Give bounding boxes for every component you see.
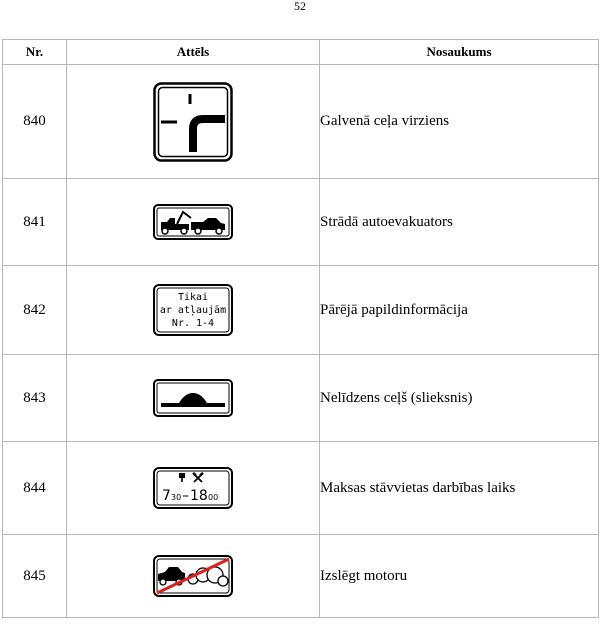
engine-off-icon <box>153 555 233 597</box>
sign-name: Nelīdzens ceļš (slieksnis) <box>320 355 599 442</box>
table-row <box>3 65 599 179</box>
header-nr: Nr. <box>3 40 67 65</box>
page-number: 52 <box>294 0 306 13</box>
sign-image-cell <box>67 442 320 535</box>
text-plate-sign-icon <box>153 284 233 336</box>
header-image: Attēls <box>67 40 320 65</box>
header-name: Nosaukums <box>320 40 599 65</box>
sign-number: 845 <box>3 535 67 618</box>
sign-name: Galvenā ceļa virziens <box>320 65 599 179</box>
sign-image-cell <box>67 266 320 355</box>
time-from-minutes: 30 <box>171 493 182 502</box>
sign-image-cell <box>67 179 320 266</box>
sign-number: 842 <box>3 266 67 355</box>
speed-bump-icon <box>153 379 233 417</box>
time-to-minutes: 00 <box>208 493 219 502</box>
tow-truck-icon <box>153 204 233 240</box>
table-row <box>3 535 599 618</box>
sign-name: Maksas stāvvietas darbības laiks <box>320 442 599 535</box>
sign-number: 843 <box>3 355 67 442</box>
time-from-hour: 7 <box>162 488 171 504</box>
traffic-signs-table <box>2 39 599 618</box>
table-row <box>3 179 599 266</box>
time-to-hour: 18 <box>190 488 208 504</box>
sign-number: 841 <box>3 179 67 266</box>
sign-name: Strādā autoevakuators <box>320 179 599 266</box>
time-dash: – <box>182 488 189 504</box>
sign-text-line: Nr. 1-4 <box>171 318 215 329</box>
main-road-direction-sign-icon <box>153 82 233 162</box>
table-row <box>3 266 599 355</box>
sign-name: Izslēgt motoru <box>320 535 599 618</box>
sign-text-line: Tikai <box>177 292 209 303</box>
sign-name: Pārējā papildinformācija <box>320 266 599 355</box>
sign-image-cell <box>67 355 320 442</box>
sign-image-cell <box>67 65 320 179</box>
sign-number: 840 <box>3 65 67 179</box>
sign-text-line: ar atļaujām <box>159 305 227 316</box>
table-row <box>3 355 599 442</box>
paid-parking-hours-icon <box>153 467 233 509</box>
table-row <box>3 442 599 535</box>
table-header <box>3 40 599 65</box>
sign-number: 844 <box>3 442 67 535</box>
sign-image-cell <box>67 535 320 618</box>
